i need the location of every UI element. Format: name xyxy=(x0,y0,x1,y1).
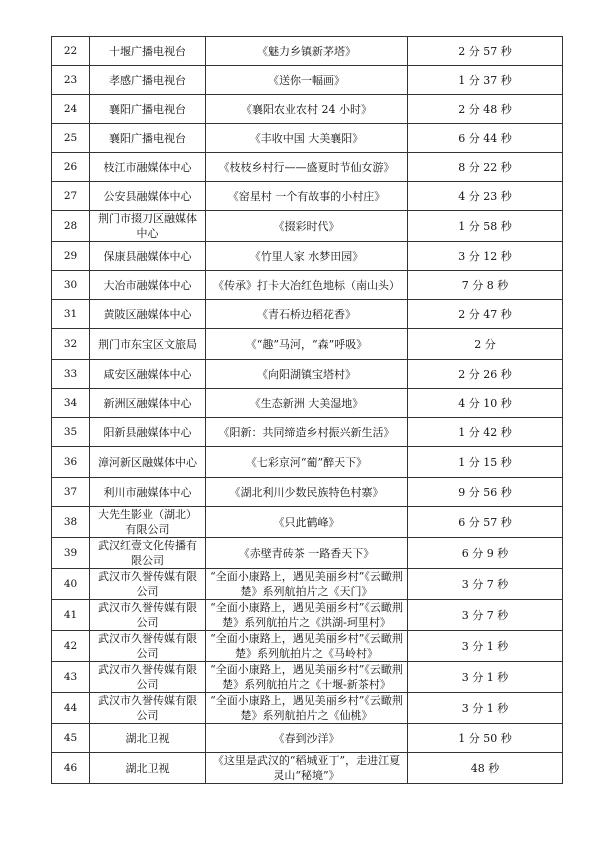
organization-cell: 枝江市融媒体中心 xyxy=(90,153,206,182)
program-title-cell: 《生态新洲 大美湿地》 xyxy=(206,389,408,418)
duration-cell: 3 分 12 秒 xyxy=(408,242,563,271)
row-number-cell: 45 xyxy=(52,724,90,753)
organization-cell: 武汉市久誉传媒有限公司 xyxy=(90,693,206,724)
duration-cell: 2 分 xyxy=(408,329,563,360)
duration-cell: 2 分 26 秒 xyxy=(408,360,563,389)
duration-cell: 4 分 23 秒 xyxy=(408,182,563,211)
table-row xyxy=(52,662,563,693)
program-title-cell: 《魅力乡镇新茅塔》 xyxy=(206,37,408,66)
organization-cell: 襄阳广播电视台 xyxy=(90,124,206,153)
row-number-cell: 23 xyxy=(52,66,90,95)
duration-cell: 8 分 22 秒 xyxy=(408,153,563,182)
row-number-cell: 43 xyxy=(52,662,90,693)
table-row xyxy=(52,724,563,753)
program-title-cell: 《阳新：共同缔造乡村振兴新生活》 xyxy=(206,418,408,447)
table-row xyxy=(52,37,563,66)
table-row xyxy=(52,753,563,784)
duration-cell: 6 分 57 秒 xyxy=(408,507,563,538)
program-title-cell: 《“趣”马河，“森”呼吸》 xyxy=(206,329,408,360)
row-number-cell: 32 xyxy=(52,329,90,360)
organization-cell: 公安县融媒体中心 xyxy=(90,182,206,211)
program-title-cell: 《湖北利川少数民族特色村寨》 xyxy=(206,478,408,507)
program-title-cell: 《向阳湖镇宝塔村》 xyxy=(206,360,408,389)
program-title-cell: 《传承》打卡大冶红色地标（南山头） xyxy=(206,271,408,300)
organization-cell: 荆门市东宝区文旅局 xyxy=(90,329,206,360)
duration-cell: 1 分 58 秒 xyxy=(408,211,563,242)
program-table xyxy=(51,36,563,784)
organization-cell: 利川市融媒体中心 xyxy=(90,478,206,507)
row-number-cell: 28 xyxy=(52,211,90,242)
program-title-cell: 《掇彩时代》 xyxy=(206,211,408,242)
organization-cell: 武汉市久誉传媒有限公司 xyxy=(90,600,206,631)
duration-cell: 1 分 37 秒 xyxy=(408,66,563,95)
table-row xyxy=(52,329,563,360)
duration-cell: 6 分 44 秒 xyxy=(408,124,563,153)
organization-cell: 阳新县融媒体中心 xyxy=(90,418,206,447)
program-title-cell: 《丰收中国 大美襄阳》 xyxy=(206,124,408,153)
row-number-cell: 29 xyxy=(52,242,90,271)
row-number-cell: 22 xyxy=(52,37,90,66)
organization-cell: 湖北卫视 xyxy=(90,724,206,753)
duration-cell: 6 分 9 秒 xyxy=(408,538,563,569)
table-row xyxy=(52,360,563,389)
table-row xyxy=(52,271,563,300)
duration-cell: 3 分 1 秒 xyxy=(408,631,563,662)
duration-cell: 1 分 50 秒 xyxy=(408,724,563,753)
table-row xyxy=(52,153,563,182)
table-row xyxy=(52,242,563,271)
row-number-cell: 42 xyxy=(52,631,90,662)
program-title-cell: 《这里是武汉的“稻城亚丁”，走进江夏灵山“秘境”》 xyxy=(206,753,408,784)
organization-cell: 武汉红壹文化传播有限公司 xyxy=(90,538,206,569)
duration-cell: 2 分 47 秒 xyxy=(408,300,563,329)
table-row xyxy=(52,211,563,242)
program-title-cell: 《枝枝乡村行——盛夏时节仙女游》 xyxy=(206,153,408,182)
duration-cell: 4 分 10 秒 xyxy=(408,389,563,418)
table-row xyxy=(52,693,563,724)
row-number-cell: 34 xyxy=(52,389,90,418)
row-number-cell: 26 xyxy=(52,153,90,182)
row-number-cell: 36 xyxy=(52,447,90,478)
table-row xyxy=(52,418,563,447)
duration-cell: 2 分 57 秒 xyxy=(408,37,563,66)
organization-cell: 新洲区融媒体中心 xyxy=(90,389,206,418)
table-row xyxy=(52,182,563,211)
program-title-cell: 《赤壁青砖茶 一路香天下》 xyxy=(206,538,408,569)
row-number-cell: 44 xyxy=(52,693,90,724)
row-number-cell: 37 xyxy=(52,478,90,507)
program-title-cell: 《襄阳农业农村 24 小时》 xyxy=(206,95,408,124)
organization-cell: 武汉市久誉传媒有限公司 xyxy=(90,569,206,600)
duration-cell: 7 分 8 秒 xyxy=(408,271,563,300)
table-row xyxy=(52,124,563,153)
table-row xyxy=(52,507,563,538)
program-title-cell: “全面小康路上，遇见美丽乡村”《云瞰荆楚》系列航拍片之《十堰-新茶村》 xyxy=(206,662,408,693)
row-number-cell: 39 xyxy=(52,538,90,569)
duration-cell: 1 分 15 秒 xyxy=(408,447,563,478)
duration-cell: 9 分 56 秒 xyxy=(408,478,563,507)
program-title-cell: 《青石桥边稻花香》 xyxy=(206,300,408,329)
row-number-cell: 27 xyxy=(52,182,90,211)
row-number-cell: 33 xyxy=(52,360,90,389)
organization-cell: 十堰广播电视台 xyxy=(90,37,206,66)
program-table-body xyxy=(52,37,563,784)
table-row xyxy=(52,95,563,124)
duration-cell: 3 分 7 秒 xyxy=(408,600,563,631)
duration-cell: 48 秒 xyxy=(408,753,563,784)
organization-cell: 黄陂区融媒体中心 xyxy=(90,300,206,329)
organization-cell: 荆门市掇刀区融媒体中心 xyxy=(90,211,206,242)
program-title-cell: 《只此鹤峰》 xyxy=(206,507,408,538)
table-row xyxy=(52,538,563,569)
table-row xyxy=(52,389,563,418)
program-title-cell: 《竹里人家 水梦田园》 xyxy=(206,242,408,271)
table-row xyxy=(52,600,563,631)
program-title-cell: “全面小康路上，遇见美丽乡村”《云瞰荆楚》系列航拍片之《洪湖-珂里村》 xyxy=(206,600,408,631)
table-row xyxy=(52,300,563,329)
table-row xyxy=(52,478,563,507)
program-title-cell: 《春到沙洋》 xyxy=(206,724,408,753)
organization-cell: 孝感广播电视台 xyxy=(90,66,206,95)
program-title-cell: “全面小康路上，遇见美丽乡村”《云瞰荆楚》系列航拍片之《仙桃》 xyxy=(206,693,408,724)
row-number-cell: 24 xyxy=(52,95,90,124)
table-row xyxy=(52,447,563,478)
program-title-cell: 《送你一幅画》 xyxy=(206,66,408,95)
table-row xyxy=(52,631,563,662)
program-title-cell: “全面小康路上，遇见美丽乡村”《云瞰荆楚》系列航拍片之《天门》 xyxy=(206,569,408,600)
organization-cell: 大先生影业（湖北）有限公司 xyxy=(90,507,206,538)
organization-cell: 湖北卫视 xyxy=(90,753,206,784)
row-number-cell: 31 xyxy=(52,300,90,329)
duration-cell: 3 分 1 秒 xyxy=(408,662,563,693)
row-number-cell: 41 xyxy=(52,600,90,631)
duration-cell: 1 分 42 秒 xyxy=(408,418,563,447)
organization-cell: 武汉市久誉传媒有限公司 xyxy=(90,662,206,693)
row-number-cell: 46 xyxy=(52,753,90,784)
organization-cell: 大冶市融媒体中心 xyxy=(90,271,206,300)
program-title-cell: 《七彩京河“葡”醉天下》 xyxy=(206,447,408,478)
duration-cell: 2 分 48 秒 xyxy=(408,95,563,124)
row-number-cell: 40 xyxy=(52,569,90,600)
organization-cell: 襄阳广播电视台 xyxy=(90,95,206,124)
duration-cell: 3 分 7 秒 xyxy=(408,569,563,600)
table-row xyxy=(52,66,563,95)
organization-cell: 咸安区融媒体中心 xyxy=(90,360,206,389)
program-title-cell: 《窑星村 一个有故事的小村庄》 xyxy=(206,182,408,211)
row-number-cell: 25 xyxy=(52,124,90,153)
row-number-cell: 30 xyxy=(52,271,90,300)
row-number-cell: 38 xyxy=(52,507,90,538)
program-title-cell: “全面小康路上，遇见美丽乡村”《云瞰荆楚》系列航拍片之《马岭村》 xyxy=(206,631,408,662)
duration-cell: 3 分 1 秒 xyxy=(408,693,563,724)
table-row xyxy=(52,569,563,600)
row-number-cell: 35 xyxy=(52,418,90,447)
organization-cell: 漳河新区融媒体中心 xyxy=(90,447,206,478)
organization-cell: 武汉市久誉传媒有限公司 xyxy=(90,631,206,662)
organization-cell: 保康县融媒体中心 xyxy=(90,242,206,271)
